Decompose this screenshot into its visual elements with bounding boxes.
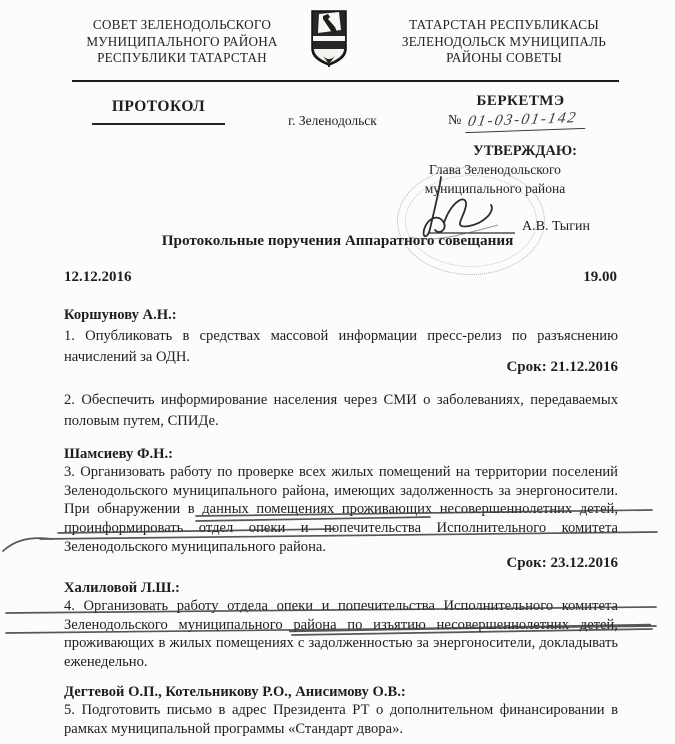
section-1-assignee: Коршунову А.Н.: xyxy=(64,307,177,323)
section-5-text: 5. Подготовить письмо в адрес Президента РТ о дополнительном финансировании в рамках муниципальной программы «Стандарт двора». xyxy=(64,702,618,737)
approver-position-line-2: муниципального района xyxy=(424,180,566,196)
document-title: Протокольные поручения Аппаратного совещания xyxy=(161,232,514,249)
coat-of-arms-icon xyxy=(310,9,348,67)
approve-label: УТВЕРЖДАЮ: xyxy=(473,143,577,159)
approver-position-line-1: Глава Зеленодольского xyxy=(429,162,561,177)
letterhead-left-org xyxy=(58,17,306,67)
section-3-deadline: Срок: 23.12.2016 xyxy=(506,555,618,571)
handwritten-number-underline xyxy=(465,109,586,133)
document-number-row xyxy=(448,111,585,131)
letterhead-right-line-2: ЗЕЛЕНОДОЛЬСК МУНИЦИПАЛЬ xyxy=(401,33,607,49)
section-2-text: 2. Обеспечить информирование населения через СМИ о заболеваниях, передаваемых половым путем, СПИДе. xyxy=(64,392,618,429)
section-1-deadline: Срок: 21.12.2016 xyxy=(506,359,618,375)
letterhead-right-line-1: ТАТАРСТАН РЕСПУБЛИКАСЫ xyxy=(409,17,599,32)
letterhead-left-line-2: МУНИЦИПАЛЬНОГО РАЙОНА xyxy=(86,33,278,49)
session-date: 12.12.2016 xyxy=(64,269,132,285)
city-label: г. Зеленодольск xyxy=(288,113,377,128)
section-3-text: 3. Организовать работу по проверке всех жилых помещений на территории поселений Зеленодольского муниципального района, имеющих задолженность за энергоносители. При обнаружении в данных помещениях проживающих несовершеннолетних детей, проинформировать отдел опеки и попечительства Исполнительного комитета Зеленодольского муниципального района. xyxy=(64,464,618,555)
letterhead-left-line-1: СОВЕТ ЗЕЛЕНОДОЛЬСКОГО xyxy=(92,17,272,32)
protocol-underline xyxy=(92,123,225,125)
section-3-assignee: Шамсиеву Ф.Н.: xyxy=(64,446,173,462)
letterhead-divider xyxy=(72,80,619,82)
signature-scribble-icon xyxy=(403,171,538,243)
section-1-text: 1. Опубликовать в средствах массовой информации пресс-релиз по разъяснению начислений за ОДН. xyxy=(64,328,618,365)
number-prefix: № xyxy=(448,113,462,128)
letterhead-right-line-3: РАЙОНЫ СОВЕТЫ xyxy=(446,50,562,65)
session-time: 19.00 xyxy=(583,269,617,285)
berketme-label: БЕРКЕТМЭ xyxy=(476,93,565,109)
section-5-assignee: Дегтевой О.П., Котельникову Р.О., Анисимову О.В.: xyxy=(64,684,406,700)
section-4-assignee: Халиловой Л.Ш.: xyxy=(64,580,180,596)
letterhead-left-line-3: РЕСПУБЛИКИ ТАТАРСТАН xyxy=(97,50,267,65)
handwritten-document-number: 01-03-01-142 xyxy=(466,109,579,131)
signer-name: А.В. Тыгин xyxy=(522,219,590,234)
letterhead-right-org xyxy=(366,17,642,67)
protocol-label: ПРОТОКОЛ xyxy=(111,98,206,115)
section-4-text: 4. Организовать работу отдела опеки и попечительства Исполнительного комитета Зеленодольского муниципального района по изъятию несовершеннолетних детей, проживающих в жилых помещениях с задолженностью за энергоносители, докладывать еженедельно. xyxy=(64,598,618,671)
